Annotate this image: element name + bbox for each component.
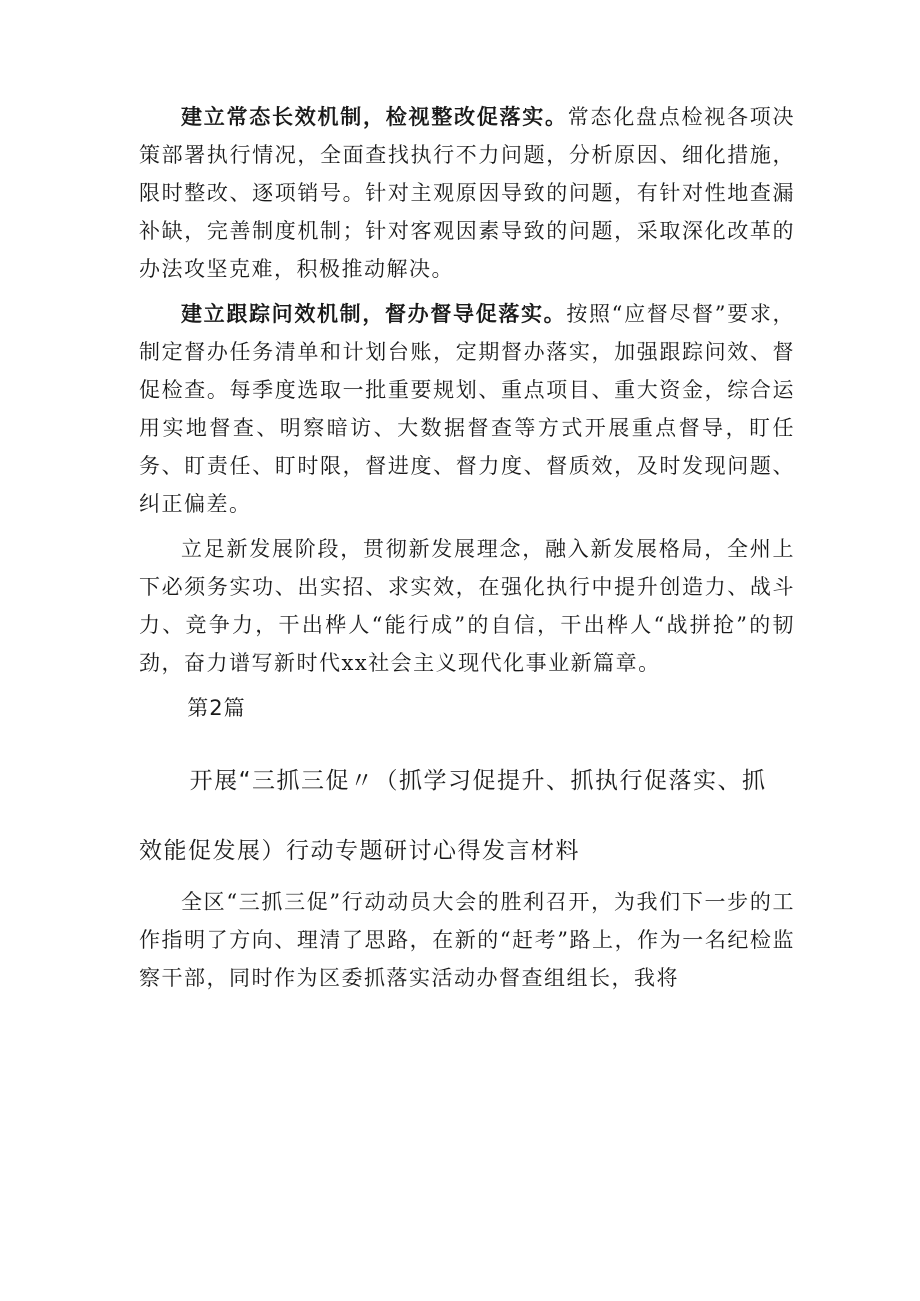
paragraph-conclusion	[139, 530, 795, 682]
paragraph-intro	[139, 883, 795, 997]
paragraph-regular-mechanism	[139, 98, 795, 288]
article-title-line-2: 效能促发展）行动专题研讨心得发言材料	[139, 838, 580, 864]
article-title	[139, 761, 795, 871]
paragraph-lead: 建立常态长效机制，检视整改促落实。	[181, 104, 568, 129]
paragraph-tracking-mechanism	[139, 295, 795, 523]
paragraph-body: 常态化盘点检视各项决策部署执行情况，全面查找执行不力问题，分析原因、细化措施，限时整改、逐项销号。针对主观原因导致的问题，有针对性地查漏补缺，完善制度机制；针对客观因素导致的问题，采取深化改革的办法攻坚克难，积极推动解决。	[139, 105, 795, 281]
document-page	[139, 98, 795, 1004]
paragraph-body: 按照“应督尽督”要求，制定督办任务清单和计划台账，定期督办落实，加强跟踪问效、督促检查。每季度选取一批重要规划、重点项目、重大资金，综合运用实地督查、明察暗访、大数据督查等方式开展重点督导，盯任务、盯责任、盯时限，督进度、督力度、督质效，及时发现问题、纠正偏差。	[139, 302, 795, 516]
paragraph-body: 立足新发展阶段，贯彻新发展理念，融入新发展格局，全州上下必须务实功、出实招、求实效，在强化执行中提升创造力、战斗力、竞争力，干出桦人“能行成”的自信，干出桦人“战拼抢”的韧劲，奋力谱写新时代xx社会主义现代化事业新篇章。	[139, 537, 795, 675]
paragraph-body: 全区“三抓三促”行动动员大会的胜利召开，为我们下一步的工作指明了方向、理清了思路，在新的“赶考”路上，作为一名纪检监察干部，同时作为区委抓落实活动办督查组组长，我将	[139, 890, 795, 990]
article-title-line-1: 开展“三抓三促〃（抓学习促提升、抓执行促落实、抓	[189, 768, 767, 794]
paragraph-lead: 建立跟踪问效机制，督办督导促落实。	[181, 301, 567, 326]
section-heading: 第2篇	[187, 696, 246, 720]
